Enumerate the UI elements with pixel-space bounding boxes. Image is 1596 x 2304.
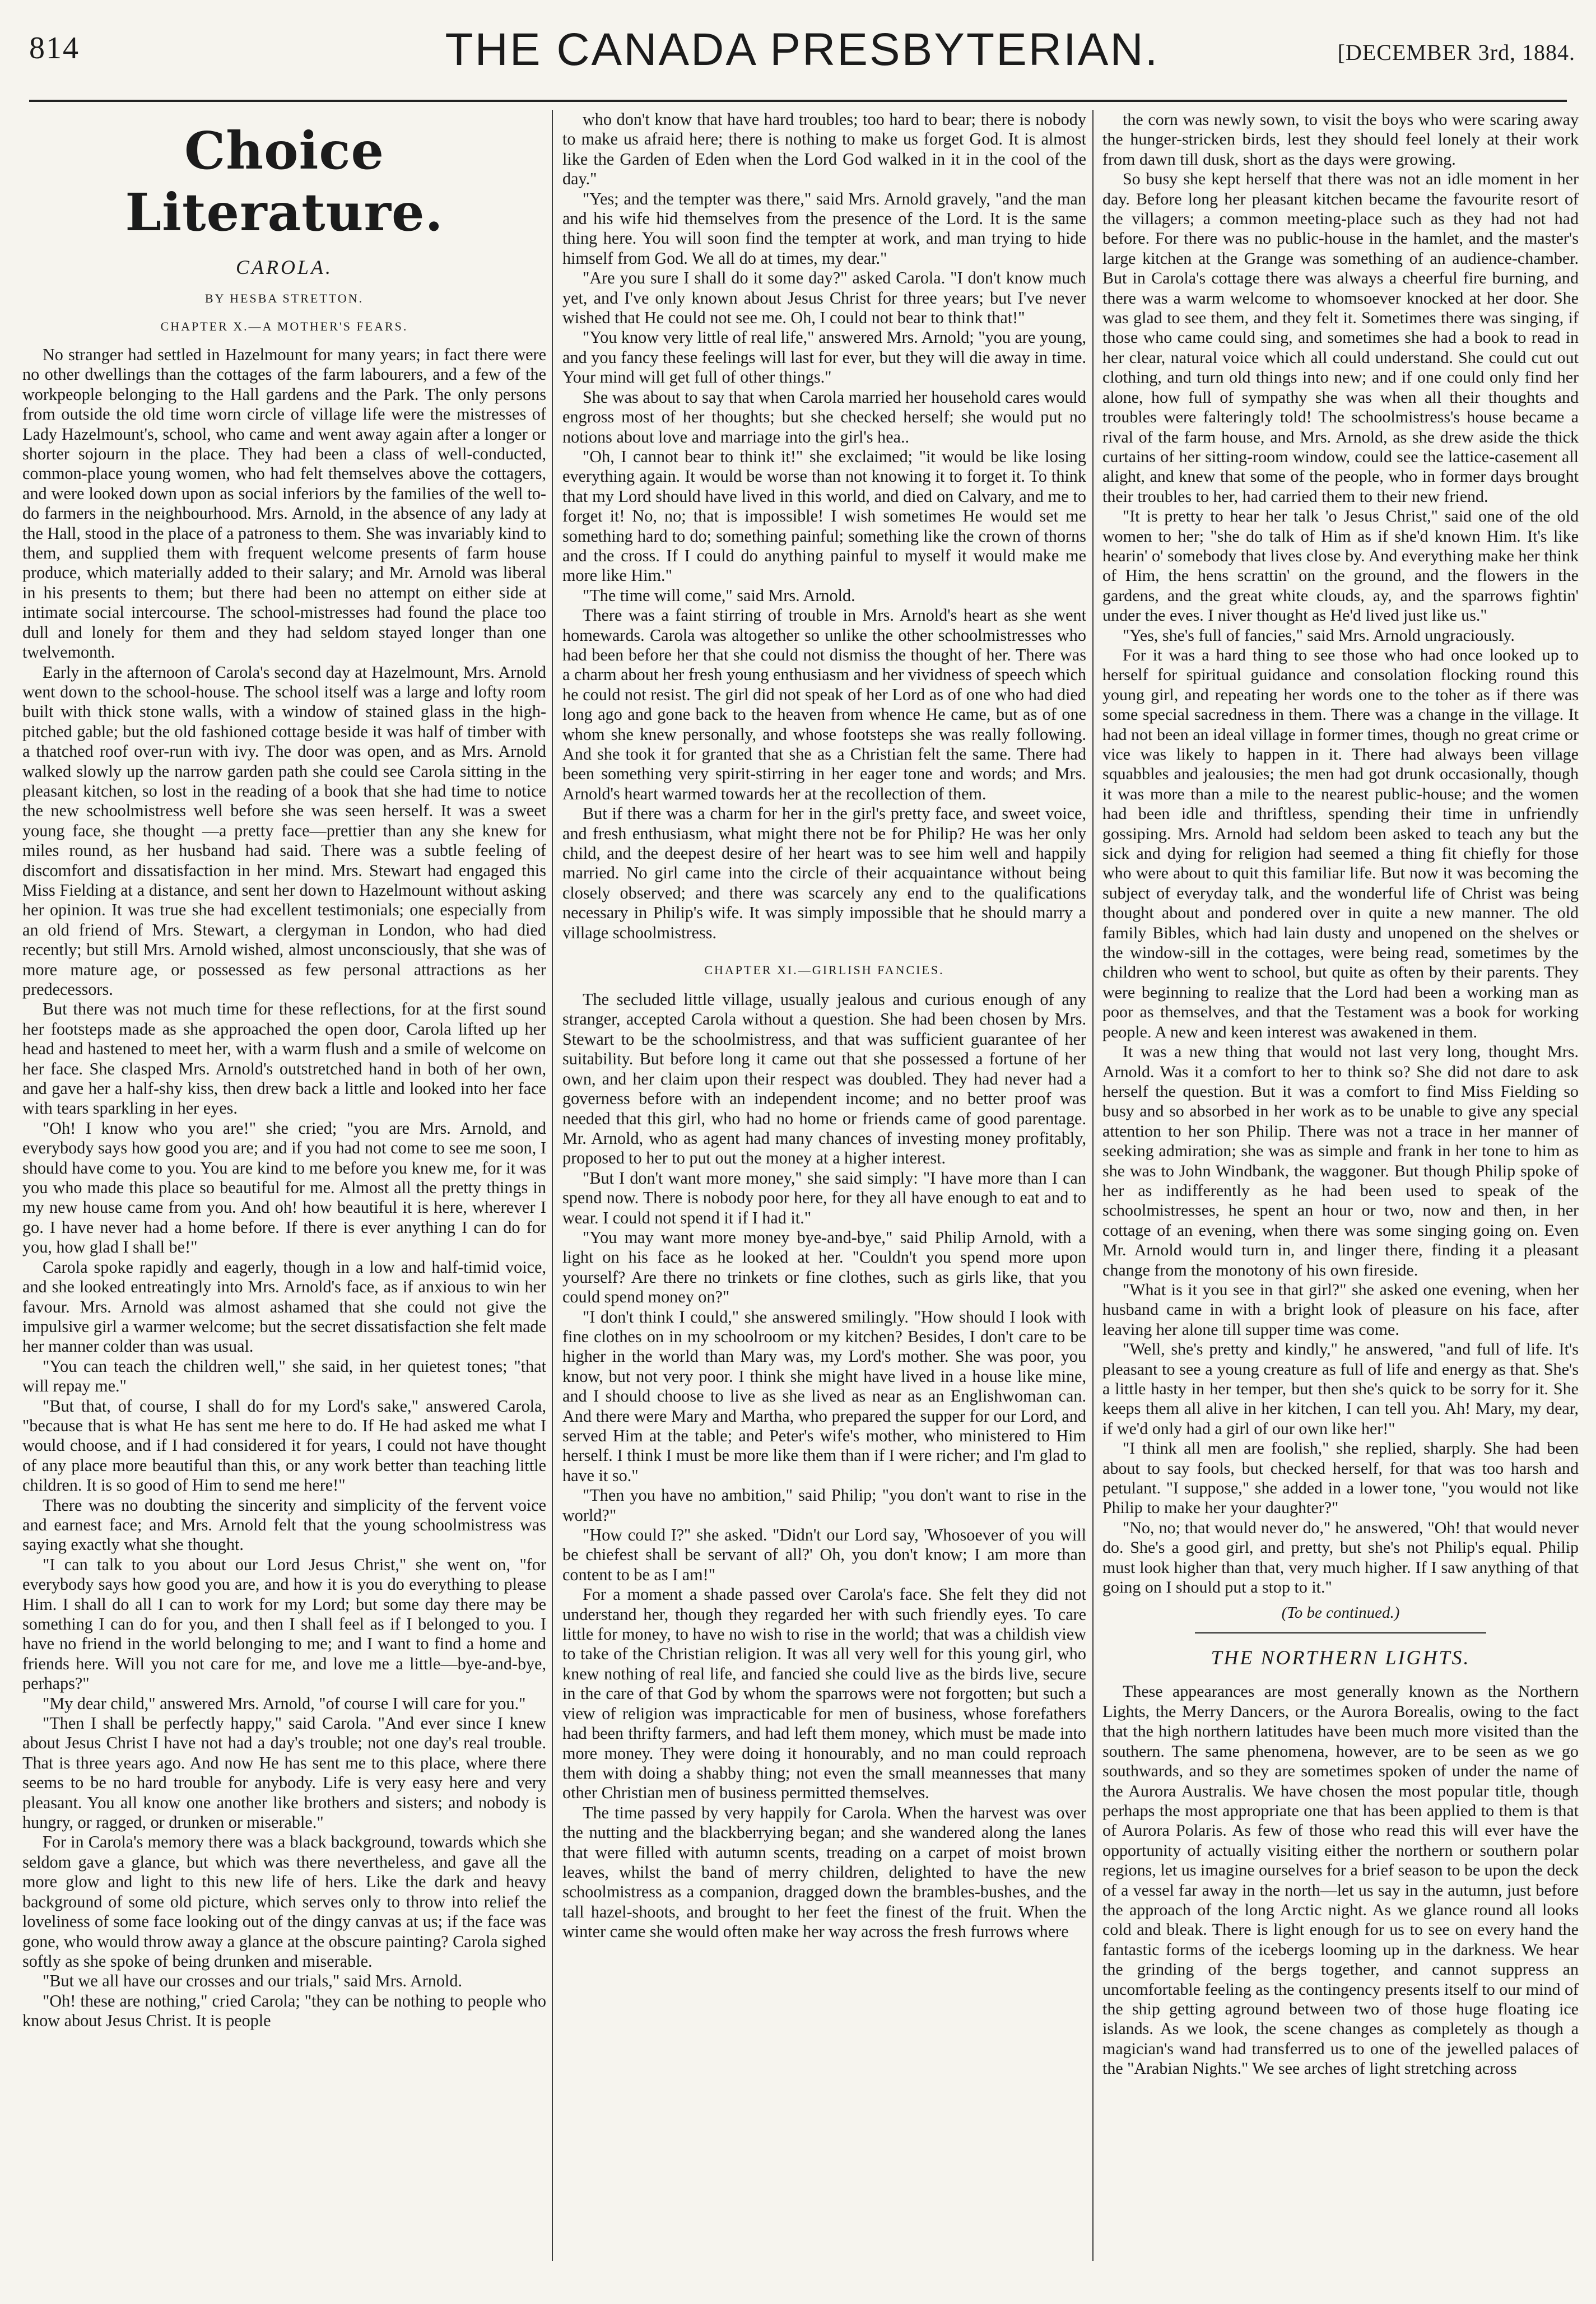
paragraph: "How could I?" she asked. "Didn't our Lord say, 'Whosoever of you will be chiefest shall be servant of all?' Oh, you don't know; I am more than content to be as I am!"	[562, 1525, 1086, 1584]
paragraph: "Well, she's pretty and kindly," he answered, "and full of life. It's pleasant to see a young creature as full of life and energy as that. She's a little hasty in her temper, but then she's quick to be sorry for it. She keeps them all alive in her kitchen, I can tell you. Ah! Mary, my dear, if we'd only had a girl of our own like her!"	[1102, 1340, 1579, 1438]
story-byline: BY HESBA STRETTON.	[204, 291, 364, 305]
column-1	[22, 110, 546, 2283]
paragraph: "You know very little of real life," answered Mrs. Arnold; "you are young, and you fancy these feelings will last for ever, but they will die away in time. Your mind will get full of other things."	[562, 328, 1086, 387]
paragraph: "Oh, I cannot bear to think it!" she exclaimed; "it would be like losing everything again. It would be worse than not knowing it to forget it. To think that my Lord should have lived in this world, and died on Calvary, and me to forget it! No, no; that is impossible! I wish sometimes He would set me something hard to do; something painful; something like the crown of thorns and the cross. If I could do anything painful to myself it would make me more like Him."	[562, 446, 1086, 585]
masthead-rule	[29, 100, 1567, 102]
paragraph: "What is it you see in that girl?" she asked one evening, when her husband came in with a bright look of pleasure on his face, after leaving her alone till supper time was come.	[1102, 1280, 1579, 1339]
column-2	[562, 110, 1086, 2283]
paragraph: These appearances are most generally known as the Northern Lights, the Merry Dancers, or the Aurora Borealis, owing to the fact that the high northern latitudes have been much more visited than the southern. The same phenomena, however, are to be seen as we go southwards, and so they are sometimes spoken of under the name of the Aurora Australis. We have chosen the most popular title, though perhaps the most appropriate one that has been applied to them is that of Aurora Polaris. As few of those who read this will ever have the opportunity of actually visiting either the northern or southern polar regions, let us imagine ourselves for a brief season to be upon the deck of a vessel far away in the north—let us say in the autumn, just before the approach of the long Arctic night. As we glance round all looks cold and bleak. There is light enough for us to see on every hand the fantastic forms of the icebergs looming up in the darkness. We hear the grinding of the bergs together, and cannot suppress an uncomfortable feeling as the contingency presents itself to our mind of the ship getting aground between two of those huge floating ice islands. As we look, the scene changes as completely as though a magician's wand had transferred us to one of the jewelled palaces of the "Arabian Nights." We see arches of light stretching across	[1102, 1682, 1579, 2078]
paragraph: "Oh! these are nothing," cried Carola; "they can be nothing to people who know about Jesus Christ. It is people	[22, 1991, 546, 2031]
paragraph: But if there was a charm for her in the girl's pretty face, and sweet voice, and fresh enthusiasm, what might there not be for Philip? He was her only child, and the deepest desire of her heart was to see him well and happily married. No girl came into the circle of their acquaintance without being closely observed; and there was scarcely any end to the qualifications necessary in Philip's wife. It was simply impossible that he should marry a village schoolmistress.	[562, 804, 1086, 942]
section-heading: Choice Literature.	[125, 120, 444, 243]
paragraph: No stranger had settled in Hazelmount for many years; in fact there were no other dwellings than the cottages of the farm labourers, and a few of the workpeople belonging to the Hall gardens and the Park. The only persons from outside the old time worn circle of village life were the mistresses of Lady Hazelmount's, school, who came and went away again after a longer or shorter sojourn in the place. They had been a class of well-conducted, common-place young women, who had felt themselves above the cottagers, and were looked down upon as social inferiors by the families of the well to-do farmers in the neighbourhood. Mrs. Arnold, in the absence of any lady at the Hall, stood in the place of a patroness to them. She was invariably kind to them, and supplied them with frequent welcome presents of farm house produce, which materially added to their salary; and Mr. Arnold was liberal in his presents to them; but there had been no attempt on either side at intimate social intercourse. The school-mistresses had found the place too dull and lonely for them and they had seldom stayed longer than one twelvemonth.	[22, 345, 546, 662]
paragraph: "But I don't want more money," she said simply: "I have more than I can spend now. There is nobody poor here, for they all have enough to eat and to wear. I could not spend it if I had it."	[562, 1168, 1086, 1227]
paragraph: "I think all men are foolish," she replied, sharply. She had been about to say fools, but checked herself, for that was too harsh and petulant. "I suppose," she added in a lower tone, "you would not like Philip to make her your daughter?"	[1102, 1439, 1579, 1518]
article-title: THE NORTHERN LIGHTS.	[1211, 1646, 1471, 1669]
newspaper-title: THE CANADA PRESBYTERIAN.	[445, 24, 1160, 75]
column-text	[1102, 110, 1579, 1597]
paragraph: There was no doubting the sincerity and simplicity of the fervent voice and earnest face; and Mrs. Arnold felt that the young schoolmistress was saying exactly what she thought.	[22, 1495, 546, 1554]
issue-date: [DECEMBER 3rd, 1884.	[1337, 40, 1575, 65]
paragraph: She was about to say that when Carola married her household cares would engross most of her thoughts; but she checked herself; she would put no notions about love and marriage into the girl's hea..	[562, 387, 1086, 446]
paragraph: "Then you have no ambition," said Philip; "you don't want to rise in the world?"	[562, 1486, 1086, 1525]
paragraph: Early in the afternoon of Carola's second day at Hazelmount, Mrs. Arnold went down to the school-house. The school itself was a large and lofty room built with thick stone walls, with a window of stained glass in the high-pitched gable; but the old fashioned cottage beside it was half of timber with a thatched roof over-run with ivy. The door was open, and as Mrs. Arnold walked slowly up the narrow garden path she could see Carola sitting in the pleasant kitchen, so lost in the reading of a book that she had time to notice the new schoolmistress well before she was seen herself. It was a sweet young face, she thought —a pretty face—prettier than any she knew for miles round, as her husband had said. There was a subtle feeling of discomfort and dissatisfaction in her mind. Mrs. Stewart had engaged this Miss Fielding at a distance, and sent her down to Hazelmount without asking her opinion. It was true she had excellent testimonials; one especially from an old friend of Mrs. Stewart, a clergyman in London, who had died recently; but still Mrs. Arnold wished, almost unconsciously, that she was of more mature age, or possessed as few personal attractions as her predecessors.	[22, 662, 546, 999]
paragraph: "But that, of course, I shall do for my Lord's sake," answered Carola, "because that is what He has sent me here to do. If He had asked me what I would choose, and if I had considered it for years, I could not have thought of any place more beautiful than this, or any work better than teaching little children. It is so good of Him to send me here!"	[22, 1396, 546, 1495]
column-3	[1102, 110, 1579, 2283]
paragraph: "Are you sure I shall do it some day?" asked Carola. "I don't know much yet, and I've only known about Jesus Christ for three years; but I've never wished that He could not see me. Oh, I could not bear to think that!"	[562, 268, 1086, 328]
paragraph: the corn was newly sown, to visit the boys who were scaring away the hunger-stricken birds, lest they should feel lonely at their work from dawn till dusk, short as the days were growing.	[1102, 110, 1579, 169]
paragraph: "You may want more money bye-and-bye," said Philip Arnold, with a light on his face as he looked at her. "Couldn't you spend more upon yourself? Are there no trinkets or fine clothes, such as girls like, that you could spend money on?"	[562, 1227, 1086, 1307]
chapter-heading: CHAPTER XI.—GIRLISH FANCIES.	[704, 963, 944, 978]
column-text	[22, 345, 546, 2031]
page-number: 814	[29, 31, 80, 66]
paragraph: "It is pretty to hear her talk 'o Jesus Christ," said one of the old women to her; "she do talk of Him as if she'd known Him. It's like hearin' o' somebody that lives close by. And everything make her think of Him, the hens scrattin' on the ground, and the flowers in the gardens, and the great white clouds, ay, and the sparrows fightin' under the eves. I niver thought as He'd lived just like us."	[1102, 507, 1579, 625]
column-text	[562, 110, 1086, 943]
paragraph: Carola spoke rapidly and eagerly, though in a low and half-timid voice, and she looked entreatingly into Mrs. Arnold's face, as if anxious to win her favour. Mrs. Arnold was almost ashamed that she could not give the impulsive girl a warmer welcome; but the secret dissatisfaction she felt made her manner colder than was usual.	[22, 1257, 546, 1356]
paragraph: "I don't think I could," she answered smilingly. "How should I look with fine clothes on in my schoolroom or my kitchen? Besides, I don't care to be higher in the world than Mary was, my Lord's mother. She was poor, you know, but not very poor. I think she might have lived in a house like mine, and I should choose to live as she lived as near as an Englishwoman can. And there were Mary and Martha, who prepared the supper for our Lord, and served Him at the table; and Peter's wife's mother, who ministered to Him herself. I think I must be more like them than if I were richer; and I'm glad to have it so."	[562, 1307, 1086, 1485]
paragraph: For in Carola's memory there was a black background, towards which she seldom gave a glance, but which was there nevertheless, and gave all the more glow and light to this new life of hers. Like the dark and heavy background of some old picture, which serves only to throw into relief the loveliness of some face looking out of the dingy canvas at us; if the face was gone, who would throw away a glance at the obscure painting? Carola sighed softly as she spoke of being drunken and miserable.	[22, 1832, 546, 1971]
paragraph: For it was a hard thing to see those who had once looked up to herself for spiritual guidance and consolation flocking round this young girl, and repeating her words one to the toher as if there was some special sacredness in them. There was a change in the village. It had not been an ideal village in former times, though no great crime or vice was likely to happen in it. There had always been village squabbles and jealousies; the men had got drunk occasionally, though it was more than a mile to the nearest public-house; and the women had been idle and thriftless, spending their time in unfriendly gossiping. Mrs. Arnold had seldom been asked to teach any but the sick and dying for religion had seemed a thing fit chiefly for those who were about to quit this familiar life. But now it was becoming the subject of everyday talk, and the wonderful life of Christ was being thought about and pondered over in quite a new manner. The old family Bibles, which had lain dusty and unopened on the shelves or the window-sill in the cottages, were being read, sometimes by the children who went to school, but quite as often by their parents. They were beginning to realize that the Lord had been a working man as poor as themselves, and that the Testament was a book for working people. A new and keen interest was awakened in them.	[1102, 645, 1579, 1041]
paragraph: "No, no; that would never do," he answered, "Oh! that would never do. She's a good girl, and pretty, but she's not Philip's equal. Philip must look higher than that, very much higher. If I saw anything of that going on I should put a stop to it."	[1102, 1518, 1579, 1597]
chapter-heading: CHAPTER X.—A MOTHER'S FEARS.	[160, 319, 408, 333]
masthead	[29, 16, 1575, 100]
paragraph: "I can talk to you about our Lord Jesus Christ," she went on, "for everybody says how good you are, and how it is you do everything to please Him. I shall do all I can to work for my Lord; but some day there may be something I can do for you, and then I shall feel as if I belonged to you. I have no friend in the world belonging to me; and I want to find a home and friends here. Will you not care for me, and love me a little—bye-and-bye, perhaps?"	[22, 1554, 546, 1693]
paragraph: It was a new thing that would not last very long, thought Mrs. Arnold. Was it a comfort to her to think so? She did not dare to ask herself the question. But it was a comfort to find Miss Fielding so busy and so absorbed in her work as to be unable to give any special attention to her son Philip. There was not a trace in her manner of seeking admiration; she was as simple and frank in her tone to him as she was to John Windbank, the waggoner. But though Philip spoke of her as indifferently as he had been used to speak of the schoolmistresses, he spent an hour or two, now and then, in her cottage of an evening, when there was some singing going on. Even Mr. Arnold would turn in, and linger there, finding it a pleasant change from the monotony of his own fireside.	[1102, 1042, 1579, 1279]
paragraph: who don't know that have hard troubles; too hard to bear; there is nobody to make us afraid here; there is nothing to make us forget God. It is almost like the Garden of Eden when the Lord God walked in it in the cool of the day."	[562, 110, 1086, 189]
paragraph: The time passed by very happily for Carola. When the harvest was over the nutting and the blackberrying began; and she wandered along the lanes that were filled with autumn scents, treading on a carpet of moist brown leaves, whilst the band of merry children, delighted to have the new schoolmistress as a companion, dragged down the brambles-bushes, and the tall hazel-shoots, and brought to her feet the finest of the fruit. When the winter came she would often make her way across the fresh furrows where	[562, 1803, 1086, 1942]
column-text	[1102, 1682, 1579, 2078]
paragraph: "Yes, she's full of fancies," said Mrs. Arnold ungraciously.	[1123, 626, 1515, 645]
paragraph: So busy she kept herself that there was not an idle moment in her day. Before long her pleasant kitchen became the favourite resort of the villagers; a common meeting-place such as they had not had before. For there was no public-house in the hamlet, and the master's large kitchen at the Grange was something of an audience-chamber. But in Carola's cottage there was always a cheerful fire burning, and there was a warm welcome to whomsoever knocked at her door. She was glad to see them, and they felt it. Sometimes there was singing, if those who came could sing, and sometimes she had a book to read in her clear, natural voice which all could understand. She could cut out clothing, and turn old things into new; and if one could only find her alone, how full of sympathy she was when all their thoughts and troubles were falteringly told! The schoolmistress's house became a rival of the farm house, and Mrs. Arnold, as she drew aside the thick curtains of her sitting-room window, could see the lattice-casement all alight, and knew that some of the people, who in former days brought their troubles to her, had carried them to their new friend.	[1102, 170, 1579, 506]
paragraph: "Oh! I know who you are!" she cried; "you are Mrs. Arnold, and everybody says how good you are; and if you had not come to see me soon, I should have come to you. You are kind to me before you knew me, for it was you who made this place so beautiful for me. Almost all the pretty things in my new house came from you. And oh! how beautiful it is here, wherever I go. I have never had a home before. If there is ever anything I can do for you, how glad I shall be!"	[22, 1118, 546, 1257]
paragraph: "You can teach the children well," she said, in her quietest tones; "that will repay me."	[22, 1356, 546, 1396]
story-title: CAROLA.	[235, 256, 333, 278]
paragraph: "The time will come," said Mrs. Arnold.	[583, 585, 855, 605]
to-be-continued: (To be continued.)	[1281, 1604, 1400, 1622]
column-divider	[1092, 110, 1094, 2261]
column-text	[562, 990, 1086, 1942]
article-divider	[1195, 1632, 1486, 1633]
paragraph: The secluded little village, usually jealous and curious enough of any stranger, accepted Carola without a question. She had been chosen by Mrs. Stewart to be the schoolmistress, and that was sufficient guarantee of her suitability. But before long it came out that she possessed a fortune of her own, and her claim upon their respect was doubled. They had never had a governess before with an independent income; and no better proof was needed that this girl, who had no home or friends came of good parentage. Mr. Arnold, who as agent had many chances of investing money profitably, proposed to her to put out the money at a higher interest.	[562, 990, 1086, 1168]
paragraph: "Then I shall be perfectly happy," said Carola. "And ever since I knew about Jesus Christ I have not had a day's trouble; not one day's real trouble. That is three years ago. And now He has sent me to this place, where there seems to be no hard trouble for anybody. Life is very easy here and very pleasant. You all know one another like brothers and sisters; and nobody is hungry, or ragged, or drunken or miserable."	[22, 1714, 546, 1832]
paragraph: "But we all have our crosses and our trials," said Mrs. Arnold.	[43, 1971, 463, 1991]
paragraph: "My dear child," answered Mrs. Arnold, "of course I will care for you."	[43, 1693, 526, 1713]
paragraph: "Yes; and the tempter was there," said Mrs. Arnold gravely, "and the man and his wife hid themselves from the presence of the Lord. It is the same thing here. You will soon find the tempter at work, and man trying to hide himself from God. We all do at times, my dear."	[562, 189, 1086, 268]
paragraph: But there was not much time for these reflections, for at the first sound her footsteps made as she approached the open door, Carola lifted up her head and hastened to meet her, with a warm flush and a smile of welcome on her face. She clasped Mrs. Arnold's outstretched hand in both of her own, and gave her a half-shy kiss, then drew back a little and looked into her face with tears sparkling in her eyes.	[22, 999, 546, 1118]
paragraph: For a moment a shade passed over Carola's face. She felt they did not understand her, though they regarded her with such friendly eyes. To care little for money, to have no wish to rise in the world; that was a childish view to take of the Christian religion. It was all very well for this young girl, who knew nothing of real life, and fancied she could live as the birds live, secure in the care of that God by whom the sparrows were not forgotten; but such a view of religion was impracticable for men of business, whose forefathers had been thrifty farmers, and had left them money, which must be made into more money. They were doing it honourably, and no man could reproach them with doing a shabby thing; not even the small meannesses that many other Christian men of business permitted themselves.	[562, 1585, 1086, 1803]
column-divider	[552, 110, 553, 2261]
paragraph: There was a faint stirring of trouble in Mrs. Arnold's heart as she went homewards. Carola was altogether so unlike the other schoolmistresses who had been before her that she could not dismiss the thought of her. There was a charm about her fresh young enthusiasm and her vividness of speech which he could not resist. The girl did not speak of her Lord as of one who had died long ago and gone back to the heaven from whence He came, but as of one whom she knew personally, and whose footsteps she was really following. And she took it for granted that she as a Christian felt the same. There had been something very spirit-stirring in her eager tone and words; and Mrs. Arnold's heart warmed towards her at the recollection of them.	[562, 606, 1086, 803]
